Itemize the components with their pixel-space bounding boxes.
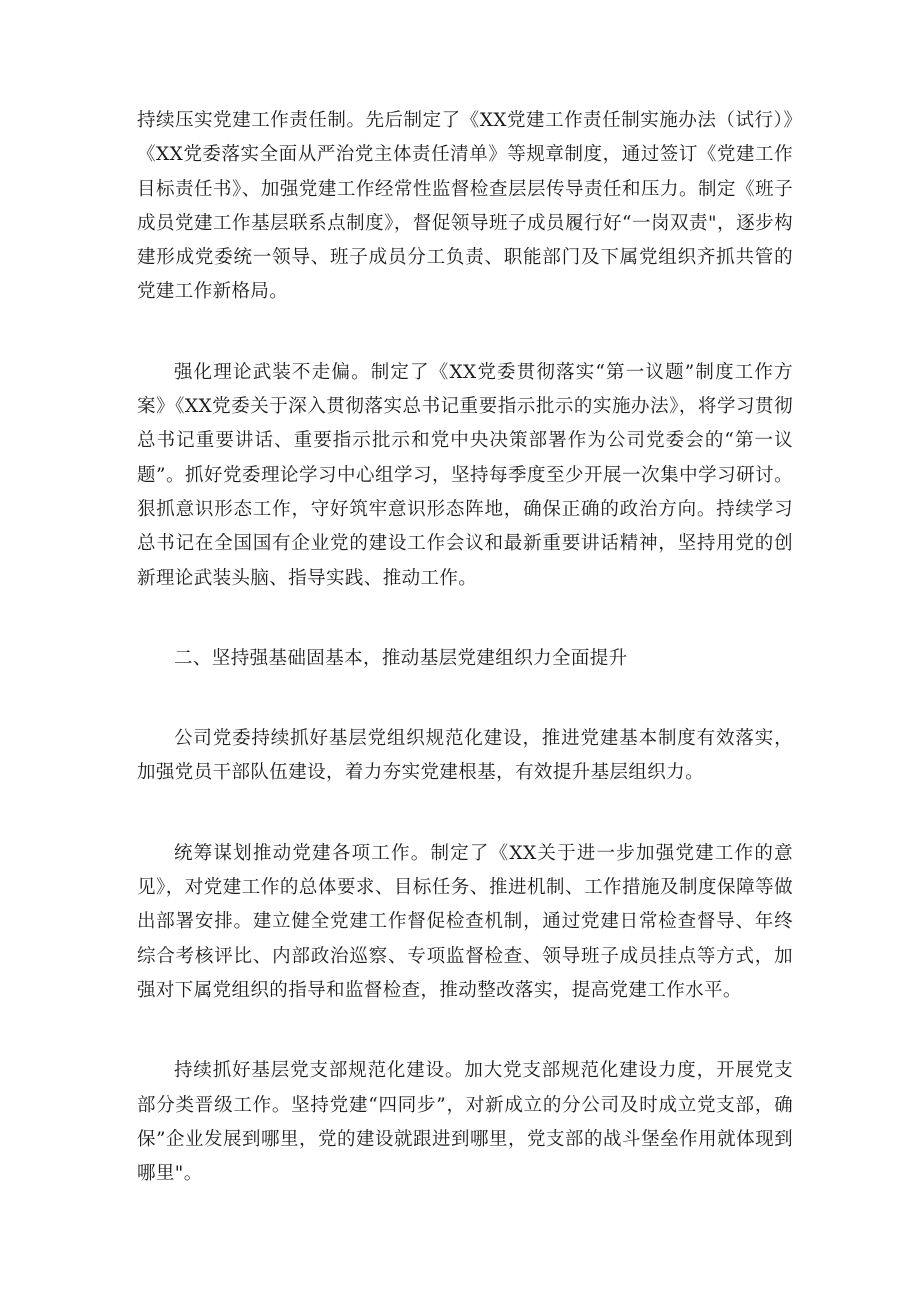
paragraph-gap — [137, 310, 793, 356]
paragraph-branch: 持续抓好基层党支部规范化建设。加大党支部规范化建设力度，开展党支部分类晋级工作。坚持党建“四同步”，对新成立的分公司及时成立党支部，确保”企业发展到哪里，党的建设就跟进到哪里，党支部的战斗堡垒作用就体现到哪里"。 — [137, 1060, 793, 1185]
paragraph-gap — [137, 596, 793, 642]
section-heading: 二、坚持强基础固基本，推动基层党建组织力全面提升 — [174, 647, 628, 669]
paragraph-gap — [137, 791, 793, 837]
paragraph-grassroots: 公司党委持续抓好基层党组织规范化建设，推进党建基本制度有效落实，加强党员干部队伍建设，着力夯实党建根基，有效提升基层组织力。 — [137, 728, 793, 784]
document-page — [137, 104, 793, 1191]
paragraph-planning: 统筹谋划推动党建各项工作。制定了《XX关于进一步加强党建工作的意见》，对党建工作的总体要求、目标任务、推进机制、工作措施及制度保障等做出部署安排。建立健全党建工作督促检查机制，通过党建日常检查督导、年终综合考核评比、内部政治巡察、专项监督检查、领导班子成员挂点等方式，加强对下属党组织的指导和监督检查，推动整改落实，提高党建工作水平。 — [137, 842, 793, 1001]
paragraph-gap — [137, 1008, 793, 1054]
paragraph-gap — [137, 676, 793, 722]
paragraph-theory: 强化理论武装不走偏。制定了《XX党委贯彻落实“第一议题”制度工作方案》《XX党委关于深入贯彻落实总书记重要指示批示的实施办法》，将学习贯彻总书记重要讲话、重要指示批示和党中央决策部署作为公司党委会的“第一议题”。抓好党委理论学习中心组学习，坚持每季度至少开展一次集中学习研讨。狠抓意识形态工作，守好筑牢意识形态阵地，确保正确的政治方向。持续学习总书记在全国国有企业党的建设工作会议和最新重要讲话精神，坚持用党的创新理论武装头脑、指导实践、推动工作。 — [137, 361, 793, 589]
paragraph-responsibility: 持续压实党建工作责任制。先后制定了《XX党建工作责任制实施办法（试行）》《XX党委落实全面从严治党主体责任清单》等规章制度，通过签订《党建工作目标责任书》、加强党建工作经常性监督检查层层传导责任和压力。制定《班子成员党建工作基层联系点制度》，督促领导班子成员履行好“一岗双责"，逐步构建形成党委统一领导、班子成员分工负责、职能部门及下属党组织齐抓共管的党建工作新格局。 — [137, 110, 793, 303]
